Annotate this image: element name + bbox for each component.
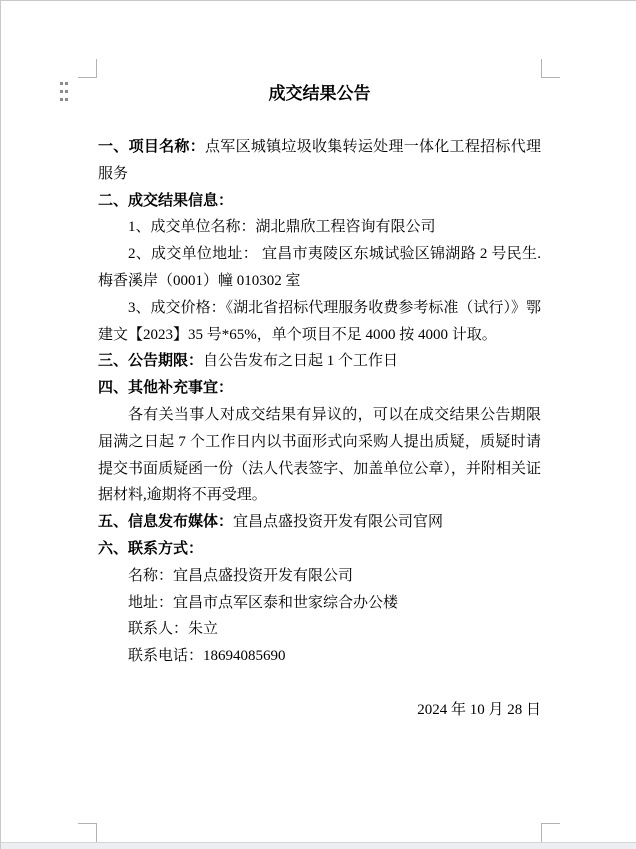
paragraph-deal-price[interactable]	[98, 295, 541, 349]
paragraph-label: 三、公告期限：	[98, 353, 204, 370]
document-date[interactable]: 2024 年 10 月 28 日	[417, 701, 541, 718]
paragraph-text: 各有关当事人对成交结果有异议的，可以在成交结果公告期限届满之日起 7 个工作日内以书面形式向采购人提出质疑，质疑时请提交书面质疑函一份（法人代表签字、加盖单位公章），并附相关证据材料,逾期将不再受理。	[98, 406, 541, 504]
paragraph-project-name[interactable]	[98, 134, 541, 188]
paragraph-label: 四、其他补充事宜：	[98, 380, 234, 397]
page-bottom-background	[1, 842, 636, 849]
paragraph-text: 联系电话：18694085690	[128, 648, 286, 665]
heading-result-info[interactable]	[98, 188, 541, 215]
paragraph-label: 一、项目名称：	[98, 139, 205, 155]
paragraph-text: 点军区城镇垃圾收集转运处理一体化工程招标代理服务	[98, 139, 541, 182]
paragraph-winner-address[interactable]	[98, 241, 541, 295]
paragraph-publish-media[interactable]	[98, 509, 541, 536]
margin-cropmark-top-left	[78, 59, 97, 78]
paragraph-winner-name[interactable]	[98, 214, 541, 241]
paragraph-contact-address[interactable]	[98, 590, 541, 617]
margin-cropmark-top-right	[541, 59, 560, 78]
paragraph-label: 二、成交结果信息：	[98, 192, 234, 209]
paragraph-text: 1、成交单位名称：湖北鼎欣工程咨询有限公司	[128, 219, 436, 236]
paragraph-contact-person[interactable]	[98, 616, 541, 643]
paragraph-text: 自公告发布之日起 1 个工作日	[203, 353, 399, 370]
paragraph-text: 2、成交单位地址： 宜昌市夷陵区东城试验区锦湖路 2 号民生.梅香溪岸（0001）幢 010302 室	[98, 246, 541, 289]
paragraph-text: 宜昌点盛投资开发有限公司官网	[233, 514, 444, 531]
paragraph-label: 五、信息发布媒体：	[98, 514, 234, 531]
document-title[interactable]: 成交结果公告	[268, 84, 371, 103]
drag-handle-dot	[60, 82, 63, 85]
paragraph-objection-procedure[interactable]	[98, 402, 541, 509]
paragraph-text: 地址：宜昌市点军区泰和世家综合办公楼	[128, 594, 399, 611]
paragraph-text: 联系人：朱立	[128, 621, 219, 638]
heading-contact-info[interactable]	[98, 536, 541, 563]
drag-handle-dot	[65, 82, 68, 85]
drag-handle-dot	[65, 98, 68, 101]
margin-cropmark-bottom-right	[541, 823, 560, 842]
drag-handle-dot	[65, 90, 68, 93]
drag-handle-dot	[60, 90, 63, 93]
paragraph-drag-handle-icon[interactable]	[60, 82, 69, 102]
document-content[interactable]	[98, 80, 541, 724]
paragraph-contact-name[interactable]	[98, 563, 541, 590]
paragraph-label: 六、联系方式：	[98, 540, 204, 557]
paragraph-contact-phone[interactable]	[98, 643, 541, 670]
paragraph-text: 3、成交价格：《湖北省招标代理服务收费参考标准（试行）》鄂建文【2023】35 号*65%，单个项目不足 4000 按 4000 计取。	[98, 299, 541, 343]
margin-cropmark-bottom-left	[78, 823, 97, 842]
paragraph-text: 名称：宜昌点盛投资开发有限公司	[128, 567, 354, 584]
drag-handle-dot	[60, 98, 63, 101]
heading-supplementary-matters[interactable]	[98, 375, 541, 402]
paragraph-announcement-period[interactable]	[98, 348, 541, 375]
